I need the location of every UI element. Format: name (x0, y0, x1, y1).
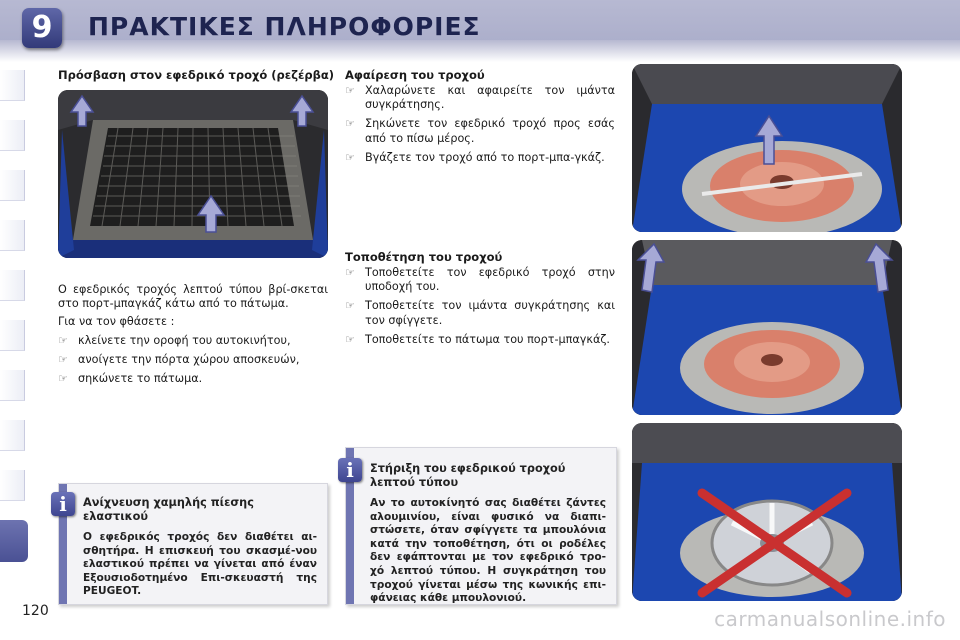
pointing-hand-icon: ☞ (345, 84, 355, 97)
list-item: ☞ Χαλαρώνετε και αφαιρείτε τον ιμάντα συγκράτησης. (345, 84, 615, 112)
info-box-fixing (345, 447, 617, 605)
info-box-body: Ο εφεδρικός τροχός δεν διαθέτει αι-σθητήρα. Η επισκευή του σκασμέ-νου ελαστικού πρέπει να γίνεται από έναν Εξουσιοδοτημένο Επι-σκευαστή της PEUGEOT. (83, 531, 317, 598)
chapter-tab[interactable] (0, 270, 25, 301)
list-item: ☞ Τοποθετείτε το πάτωμα του πορτ-μπαγκάζ. (345, 332, 610, 346)
info-box-pressure (58, 483, 328, 605)
pointing-hand-icon: ☞ (58, 333, 68, 347)
chapter-tab[interactable] (0, 320, 25, 351)
watermark: carmanualsonline.info (714, 607, 946, 631)
list-item: ☞ Τοποθετείτε τον ιμάντα συγκράτησης και τον σφίγγετε. (345, 299, 615, 327)
chapter-badge: 9 (22, 8, 62, 48)
pointing-hand-icon: ☞ (58, 372, 68, 386)
placement-text (345, 266, 615, 352)
access-text (58, 283, 328, 391)
list-item: ☞ κλείνετε την οροφή του αυτοκινήτου, (58, 333, 291, 347)
info-box-title: Ανίχνευση χαμηλής πίεσης ελαστικού (83, 496, 254, 523)
chapter-tab[interactable] (0, 120, 25, 151)
trunk-net-photo (58, 90, 328, 258)
list-item: ☞ Τοποθετείτε τον εφεδρικό τροχό στην υποδοχή του. (345, 266, 615, 294)
pointing-hand-icon: ☞ (345, 266, 355, 279)
access-heading: Πρόσβαση στον εφεδρικό τροχό (ρεζέρβα) (58, 68, 335, 82)
chapter-tab[interactable] (0, 70, 25, 101)
pointing-hand-icon: ☞ (345, 299, 355, 313)
spare-wheel-in-place-photo (632, 240, 902, 415)
info-box-body: Αν το αυτοκίνητό σας διαθέτει ζάντες αλουμινίου, είναι φυσικό να διαπι-στώσετε, όταν σφίγγετε τα μπουλόνια κατά την τοποθέτηση, ότι οι ροδέλες δεν εφάπτονται με τον εφεδρικό τρο-χό λεπτού τύπου. Η συγκράτηση του τροχού γίνεται μέσω της κωνικής επι-φάνειας κάθε μπουλονιού. (370, 497, 606, 605)
placement-heading: Τοποθέτηση του τροχού (345, 250, 503, 264)
pointing-hand-icon: ☞ (345, 117, 355, 131)
chapter-tab[interactable] (0, 470, 25, 501)
chapter-tab[interactable] (0, 170, 25, 201)
spare-wheel-strap-photo (632, 64, 902, 232)
page-title: ΠΡΑΚΤΙΚΕΣ ΠΛΗΡΟΦΟΡΙΕΣ (88, 12, 481, 41)
chapter-tab[interactable] (0, 220, 25, 251)
access-intro: Ο εφεδρικός τροχός λεπτού τύπου βρί-σκεται στο πορτ-μπαγκάζ κάτω από το πάτωμα. (58, 283, 328, 311)
chapter-tab-active[interactable] (0, 520, 28, 562)
list-item: ☞ σηκώνετε το πάτωμα. (58, 372, 203, 386)
info-icon: i (338, 458, 362, 482)
chapter-tab[interactable] (0, 370, 25, 401)
chapter-tabs (0, 60, 30, 580)
info-icon: i (51, 492, 75, 516)
chapter-tab[interactable] (0, 420, 25, 451)
pointing-hand-icon: ☞ (58, 352, 68, 366)
removal-text (345, 84, 615, 170)
info-box-title: Στήριξη του εφεδρικού τροχού λεπτού τύπου (370, 462, 566, 489)
list-item: ☞ Βγάζετε τον τροχό από το πορτ-μπα-γκάζ. (345, 150, 605, 164)
access-to-reach: Για να τον φθάσετε : (58, 315, 175, 329)
pointing-hand-icon: ☞ (345, 150, 355, 164)
page-number: 120 (22, 603, 49, 619)
pointing-hand-icon: ☞ (345, 332, 355, 346)
removal-heading: Αφαίρεση του τροχού (345, 68, 485, 82)
list-item: ☞ ανοίγετε την πόρτα χώρου αποσκευών, (58, 352, 300, 366)
header-fade (0, 40, 960, 62)
alloy-wheel-crossed-photo (632, 423, 902, 601)
list-item: ☞ Σηκώνετε τον εφεδρικό τροχό προς εσάς από το πίσω μέρος. (345, 117, 615, 145)
